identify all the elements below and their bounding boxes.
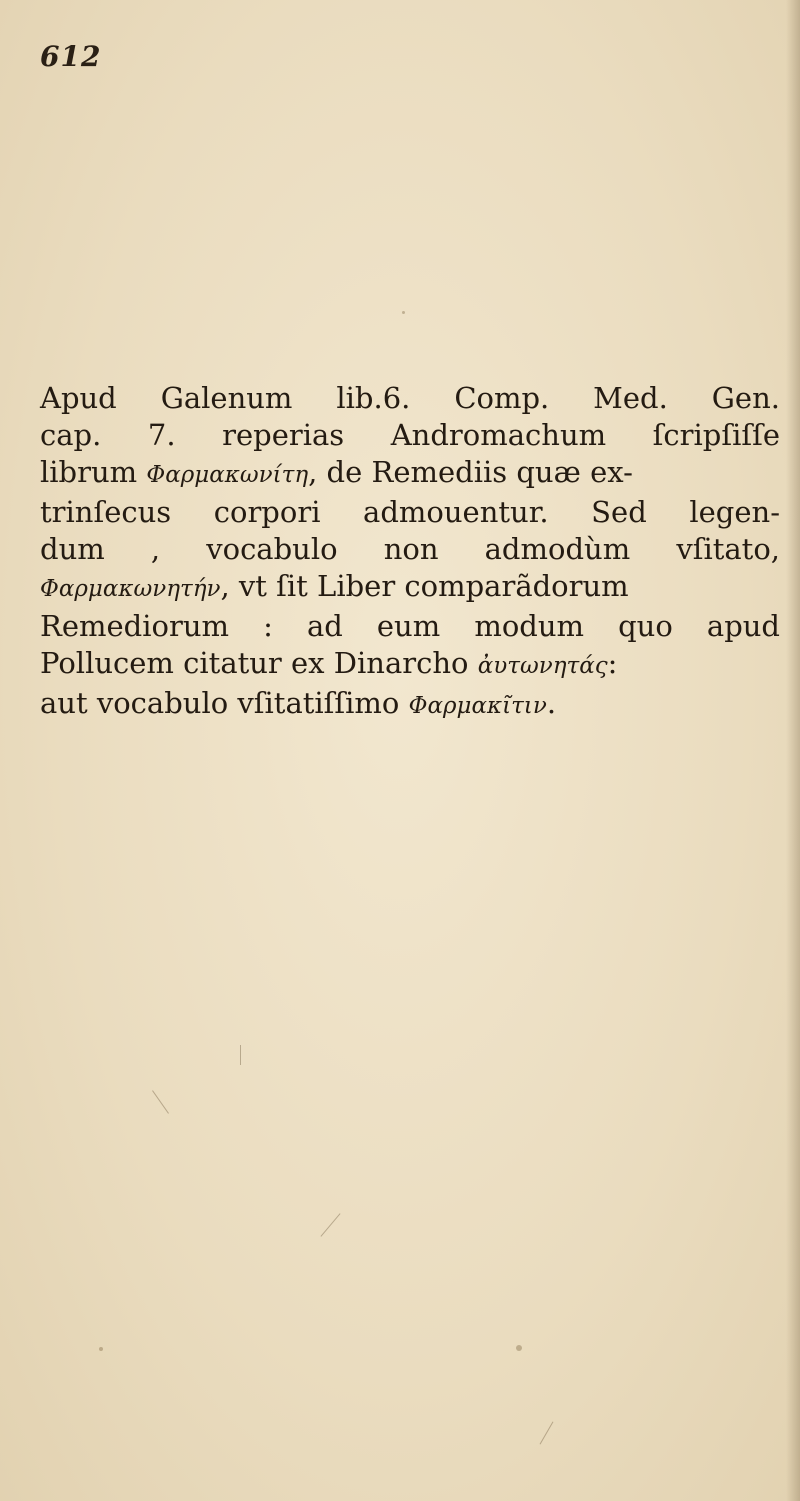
text-line-1: Apud Galenum lib.6. Comp. Med. Gen.	[40, 381, 780, 415]
text-fragment: aut vocabulo vſitatiſſimo	[40, 686, 409, 720]
text-line-7: Remediorum : ad eum modum quo apud	[40, 609, 780, 643]
paper-fiber	[320, 1213, 340, 1237]
text-line-3	[40, 454, 780, 494]
greek-word: ἀυτωνητάς	[477, 653, 608, 679]
text-fragment: Pollucem citatur ex Dinarcho	[40, 646, 478, 680]
paper-fiber	[240, 1045, 241, 1065]
paper-fiber	[540, 1421, 554, 1444]
text-line-5: dum , vocabulo non admodùm vſitato,	[40, 532, 780, 566]
paper-spot	[516, 1345, 522, 1351]
greek-word: Φαρμακωνίτη	[146, 462, 309, 488]
text-fragment: , de Remediis quæ ex-	[308, 455, 633, 489]
text-fragment: , vt ſit Liber comparãdorum	[220, 569, 629, 603]
greek-word: Φαρμακωνητήν	[40, 576, 221, 602]
text-line-9	[40, 685, 780, 725]
paragraph	[40, 380, 780, 725]
paper-fiber	[152, 1090, 169, 1114]
text-fragment: :	[607, 646, 618, 680]
text-line-8	[40, 645, 780, 685]
text-line-6	[40, 568, 780, 608]
text-line-2: cap. 7. reperias Andromachum ſcripſiſſe	[40, 418, 780, 452]
page-edge-shadow	[786, 0, 800, 1501]
text-line-4: trinſecus corpori admouentur. Sed legen-	[40, 495, 780, 529]
paper-spot	[99, 1347, 103, 1351]
text-fragment: librum	[40, 455, 147, 489]
paper-spot	[402, 311, 405, 314]
page-number: 612	[40, 40, 102, 73]
text-fragment: .	[546, 686, 557, 720]
greek-word: Φαρμακῖτιν	[408, 693, 547, 719]
